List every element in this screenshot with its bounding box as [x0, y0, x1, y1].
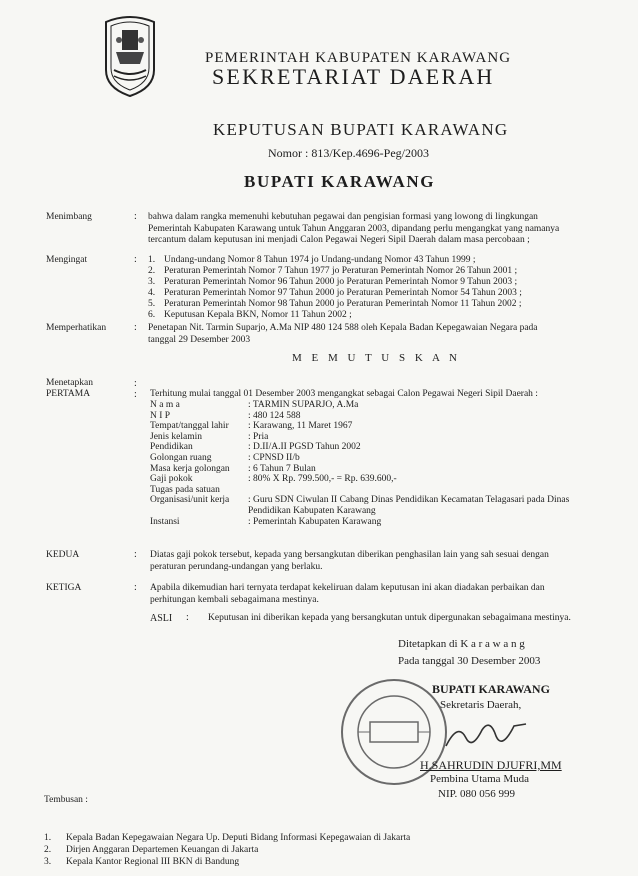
tembusan-label: Tembusan : — [44, 795, 88, 805]
list-item: 3. Kepala Kantor Regional III BKN di Bandung — [44, 857, 240, 867]
signatory-nip: NIP. 080 056 999 — [438, 788, 516, 800]
pertama-intro: Terhitung mulai tanggal 01 Desember 2003 mengangkat sebagai Calon Pegawai Negeri Sipil Daerah : — [150, 389, 538, 399]
mengingat-list — [148, 255, 618, 321]
signing-date: Pada tanggal 30 Desember 2003 — [398, 655, 541, 667]
tembusan-list — [44, 832, 604, 868]
memperhatikan-label: Memperhatikan — [46, 323, 107, 333]
list-item: 1. Undang-undang Nomor 8 Tahun 1974 jo Undang-undang Nomor 43 Tahun 1999 ; — [148, 255, 476, 265]
colon: : — [134, 322, 137, 333]
field-row: Pendidikan Kabupaten Karawang — [248, 505, 376, 516]
handwritten-signature — [442, 716, 532, 756]
list-item: 2. Dirjen Anggaran Departemen Keuangan di Jakarta — [44, 845, 259, 855]
signatory-title: BUPATI KARAWANG — [432, 682, 550, 696]
karawang-emblem-logo — [102, 12, 158, 100]
field-row: N I P : 480 124 588 — [150, 410, 301, 421]
field-row: Pendidikan : D.II/A.II PGSD Tahun 2002 — [150, 442, 361, 453]
list-item: 1. Kepala Badan Kepegawaian Negara Up. Deputi Bidang Informasi Kepegawaian di Jakarta — [44, 833, 411, 843]
field-row: Gaji pokok : 80% X Rp. 799.500,- = Rp. 639.600,- — [150, 474, 397, 485]
signatory-sub: Sekretaris Daerah, — [440, 699, 522, 711]
asli-text: Keputusan ini diberikan kepada yang bersangkutan untuk dipergunakan sebagaimana mestinya. — [208, 613, 571, 623]
colon: : — [134, 582, 137, 593]
list-item: 5. Peraturan Pemerintah Nomor 98 Tahun 2000 jo Peraturan Pemerintah Nomor 11 Tahun 2002 ; — [148, 299, 522, 309]
kedua-text: Diatas gaji pokok tersebut, kepada yang bersangkutan diberikan penghasilan lain yang sah sesuai dengan peraturan perundang-undangan yang berlaku. — [150, 550, 549, 572]
issuing-authority: BUPATI KARAWANG — [244, 172, 436, 191]
menimbang-label: Menimbang — [46, 212, 92, 222]
field-row: N a m a : TARMIN SUPARJO, A.Ma — [150, 400, 359, 410]
institution-department: SEKRETARIAT DAERAH — [212, 64, 495, 89]
decree-number: Nomor : 813/Kep.4696-Peg/2003 — [268, 146, 429, 160]
list-item: 4. Peraturan Pemerintah Nomor 97 Tahun 2000 jo Peraturan Pemerintah Nomor 54 Tahun 2003 ; — [148, 288, 522, 298]
field-row: Tempat/tanggal lahir : Karawang, 11 Maret 1967 — [150, 421, 353, 432]
mengingat-label: Mengingat — [46, 255, 88, 265]
colon: : — [134, 549, 137, 560]
list-item: 6. Keputusan Kepala BKN, Nomor 11 Tahun 2002 ; — [148, 310, 352, 320]
field-row: Jenis kelamin : Pria — [150, 431, 269, 442]
colon: : — [186, 612, 189, 623]
memperhatikan-text: Penetapan Nit. Tarmin Suparjo, A.Ma NIP 480 124 588 oleh Kepala Badan Kepegawaian Negara pada tanggal 29 Desember 2003 — [148, 323, 538, 345]
field-row: Organisasi/unit kerja : Guru SDN Ciwulan II Cabang Dinas Pendidikan Kecamatan Telagasari pada Dinas — [150, 495, 570, 506]
ketiga-label: KETIGA — [46, 583, 82, 593]
colon: : — [134, 254, 137, 265]
memutuskan-heading: M E M U T U S K A N — [292, 352, 461, 364]
menetapkan-label: Menetapkan — [46, 378, 93, 388]
asli-label: ASLI — [150, 613, 173, 624]
signatory-rank: Pembina Utama Muda — [430, 773, 529, 785]
pertama-label: PERTAMA — [46, 389, 91, 399]
colon: : — [134, 389, 137, 400]
list-item: 3. Peraturan Pemerintah Nomor 96 Tahun 2000 jo Peraturan Pemerintah Nomor 9 Tahun 2003 ; — [148, 277, 518, 287]
list-item: 2. Peraturan Pemerintah Nomor 7 Tahun 1977 jo Peraturan Pemerintah Nomor 26 Tahun 2001 ; — [148, 266, 518, 276]
signatory-name: H.SAHRUDIN DJUFRI,MM — [420, 758, 562, 772]
field-row: Masa kerja golongan : 6 Tahun 7 Bulan — [150, 463, 316, 474]
institution-name: PEMERINTAH KABUPATEN KARAWANG — [205, 50, 512, 66]
field-row: Instansi : Pemerintah Kabupaten Karawang — [150, 516, 382, 527]
colon: : — [134, 211, 137, 222]
signing-place: Ditetapkan di K a r a w a n g — [398, 638, 525, 650]
decree-title: KEPUTUSAN BUPATI KARAWANG — [213, 120, 509, 139]
kedua-label: KEDUA — [46, 550, 80, 560]
menimbang-text: bahwa dalam rangka memenuhi kebutuhan pegawai dan pengisian formasi yang lowong di lingkungan Pemerintah Kabupaten Karawang untuk Tahun Anggaran 2003, dipandang perlu mengangkat yang namanya tercantum dalam keputusan ini menjadi Calon Pegawai Negeri Sipil Daerah dalam masa percobaan ; — [148, 212, 560, 245]
field-row: Tugas pada satuan — [150, 484, 220, 495]
field-row: Golongan ruang : CPNSD II/b — [150, 452, 300, 463]
ketiga-text: Apabila dikemudian hari ternyata terdapat kekeliruan dalam keputusan ini akan diadakan perbaikan dan perhitungan kembali sebagaimana mestinya. — [150, 583, 545, 605]
appointee-details — [150, 400, 608, 527]
colon: : — [134, 378, 137, 389]
